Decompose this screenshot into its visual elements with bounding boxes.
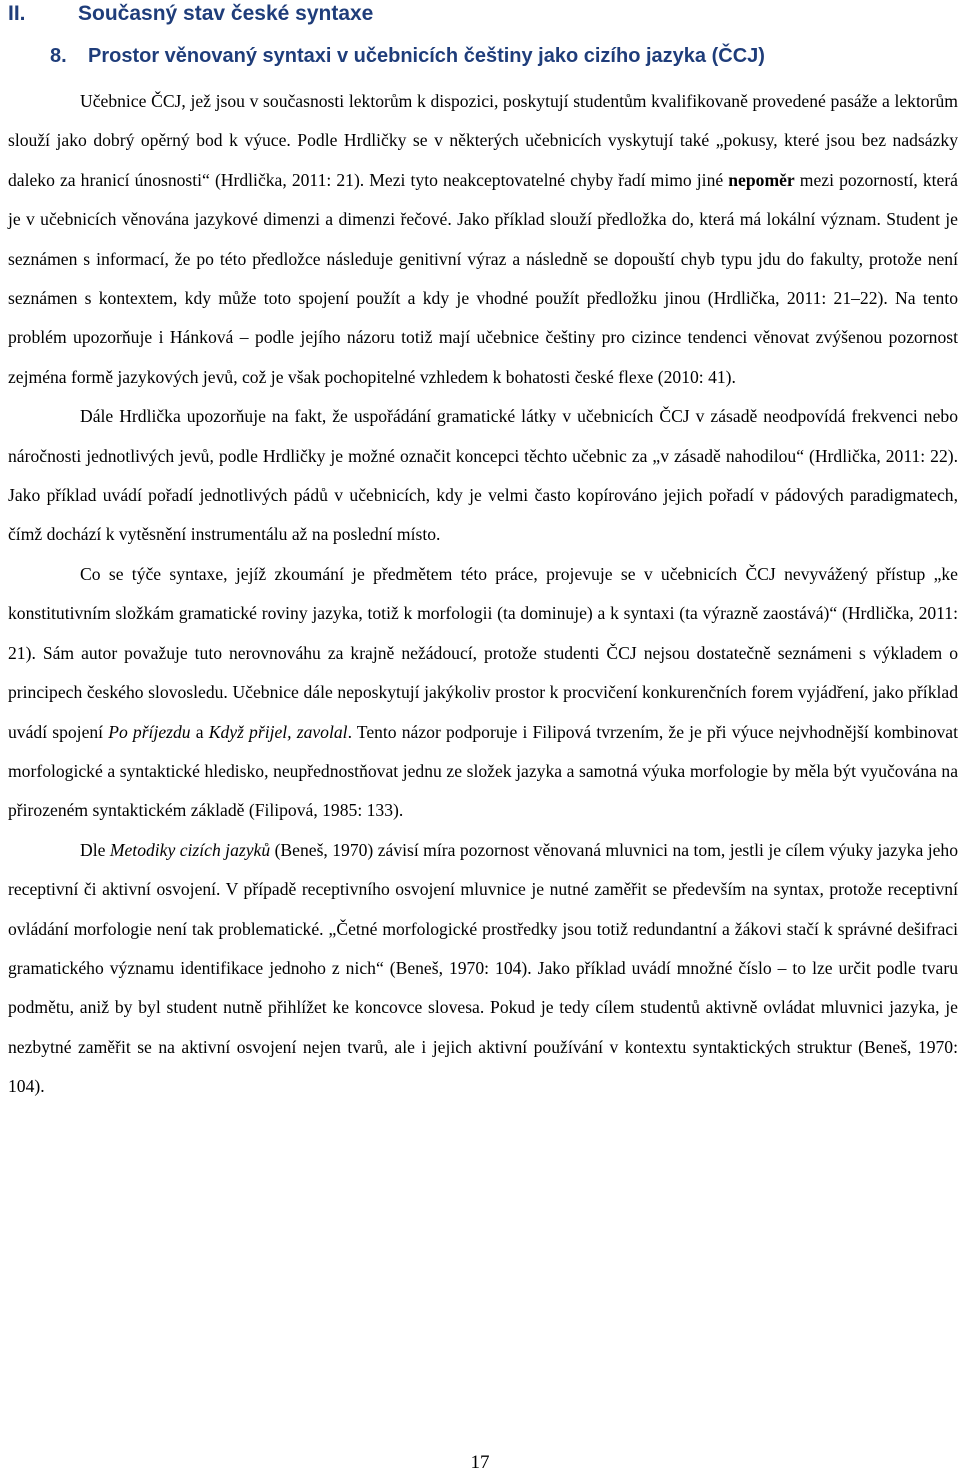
paragraph-text: mezi pozorností, která je v učebnicích věnována jazykové dimenzi a dimenzi řečové. Jako příklad slouží předložka do, která má lokální význam. Student je seznámen s informací, že po této předložce následuje genitivní výraz a následně se dopouští chyb typu jdu do fakulty, protože není seznámen s kontextem, kdy může toto spojení použít a kdy je vhodné použít předložku jinou (Hrdlička, 2011: 21–22). Na tento problém upozorňuje i Hánková – podle jejího názoru totiž mají učebnice češtiny pro cizince tendenci věnovat zvýšenou pozornost zejména formě jazykových jevů, což je však pochopitelné vzhledem k bohatosti české flexe (2010: 41). [8,169,958,387]
paragraph-text: Co se týče syntaxe, jejíž zkoumání je předmětem této práce, projevuje se v učebnicích ČCJ nevyvážený přístup „ke konstitutivním složkám gramatické roviny jazyka, totiž k morfologii (ta dominuje) a k syntaxi (ta výrazně zaostává)“ (Hrdlička, 2011: 21). Sám autor považuje tuto nerovnováhu za krajně nežádoucí, protože studenti ČCJ nejsou dostatečně seznámeni s výkladem o principech českého slovosledu. Učebnice dále neposkytují jakýkoliv prostor k procvičení konkurenčních forem vyjádření, jako příklad uvádí spojení [8,563,958,742]
chapter-title: Současný stav české syntaxe [78,2,374,25]
paragraph [8,831,958,1107]
chapter-number: II. [8,2,26,25]
paragraph-text: Dle [80,839,110,860]
paragraph-text: (Beneš, 1970) závisí míra pozornost věnovaná mluvnici na tom, jestli je cílem výuky jazyka jeho receptivní či aktivní osvojení. V případě receptivního osvojení mluvnice je nutné zaměřit se především na syntax, protože receptivní ovládání morfologie není tak problematické. „Četné morfologické prostředky jsou totiž redundantní a žákovi stačí k správné dešifraci gramatického významu identifikace jednoho z nich“ (Beneš, 1970: 104). Jako příklad uvádí množné číslo – to lze určit podle tvaru podmětu, aniž by byl student nutně přihlížet ke koncovce slovesa. Pokud je tedy cílem studentů aktivně ovládat mluvnici jazyka, je nezbytné zaměřit se na aktivní osvojení nejen tvarů, ale i jejich aktivní používání v kontextu syntaktických struktur (Beneš, 1970: 104). [8,839,959,1097]
section-heading [50,45,765,68]
section-title: Prostor věnovaný syntaxi v učebnicích češtiny jako cizího jazyka (ČCJ) [88,45,765,67]
paragraph [8,397,958,555]
paragraph-text: Dále Hrdlička upozorňuje na fakt, že uspořádání gramatické látky v učebnicích ČCJ v zásadě neodpovídá frekvenci nebo náročnosti jednotlivých jevů, podle Hrdličky je možné označit koncepci těchto učebnic za „v zásadě nahodilou“ (Hrdlička, 2011: 22). Jako příklad uvádí pořadí jednotlivých pádů v učebnicích, kdy je velmi často kopírováno jejich pořadí v pádových paradigmatech, čímž dochází k vytěsnění instrumentálu až na poslední místo. [8,406,958,545]
emphasis-text: Metodiky cizích jazyků [109,839,271,860]
emphasis-text: nepoměr [728,169,795,190]
paragraph-text: a [190,721,209,742]
section-number: 8. [50,45,67,67]
emphasis-text: Po příjezdu [108,721,191,742]
emphasis-text: Když přijel, zavolal [208,721,348,742]
paragraph-text: . Tento názor podporuje i Filipová tvrzením, že je při výuce nejvhodnější kombinovat morfologické a syntaktické hledisko, neupřednostňovat jednu ze složek jazyka a samotná výuka morfologie by měla být vyučována na přirozeném syntaktickém základě (Filipová, 1985: 133). [8,721,958,821]
chapter-heading [8,2,373,26]
page-number: 17 [470,1452,490,1473]
paragraph-text: Učebnice ČCJ, jež jsou v současnosti lektorům k dispozici, poskytují studentům kvalifikovaně provedené pasáže a lektorům slouží jako dobrý opěrný bod k výuce. Podle Hrdličky se v některých učebnicích vyskytují také „pokusy, které jsou bez nadsázky daleko za hranicí únosnosti“ (Hrdlička, 2011: 21). Mezi tyto neakceptovatelné chyby řadí mimo jiné [8,91,958,190]
paragraph [8,555,958,831]
paragraph [8,82,958,397]
body-text [8,82,958,1107]
